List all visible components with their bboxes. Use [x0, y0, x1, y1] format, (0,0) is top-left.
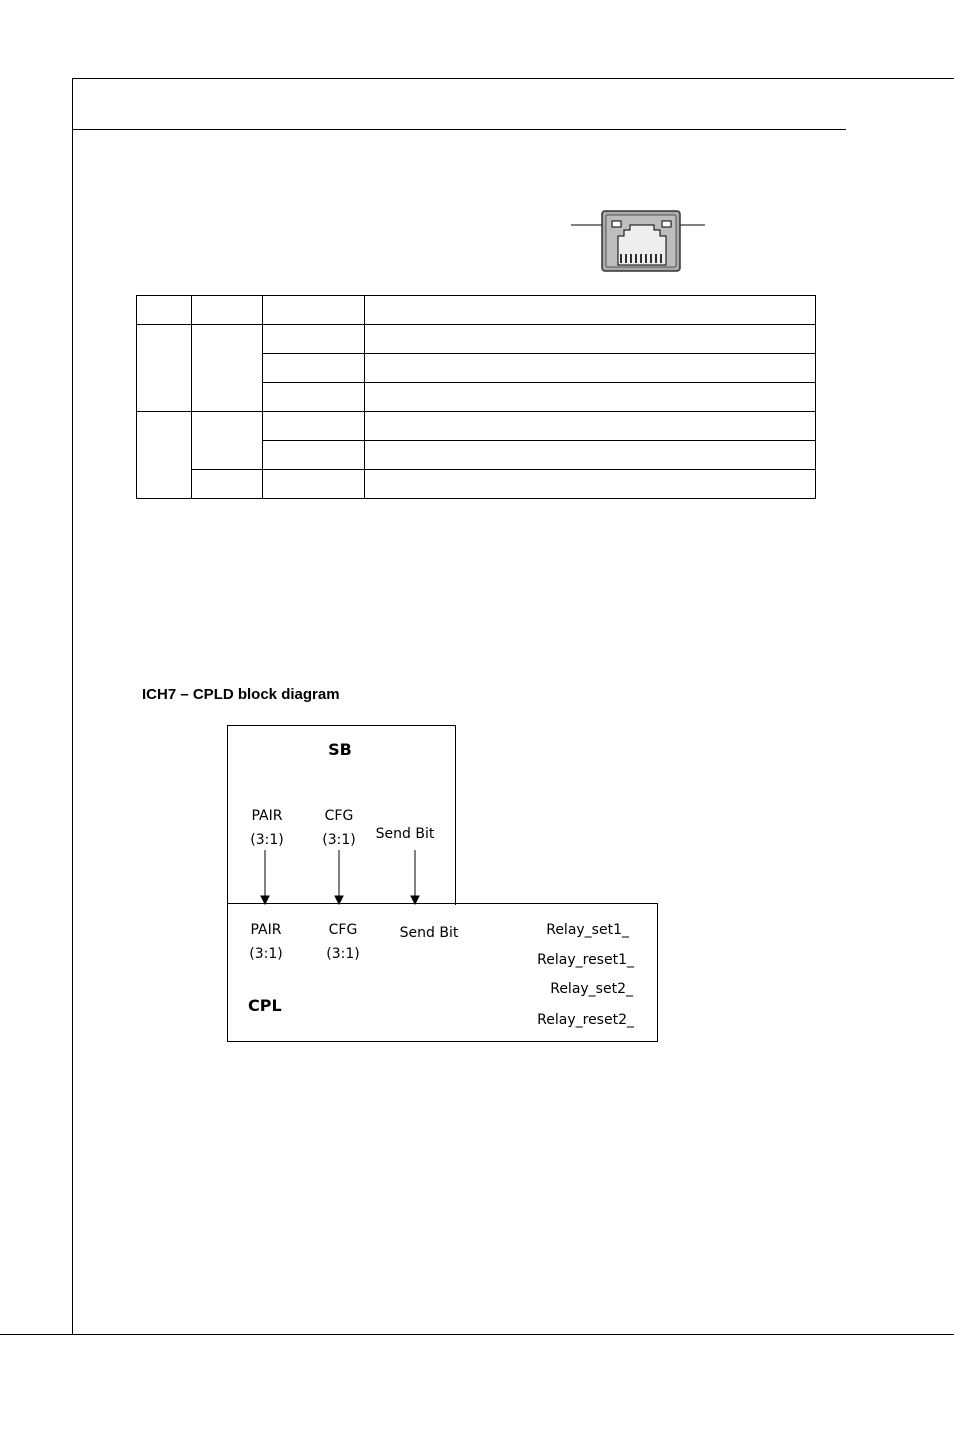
footer-rule [0, 1334, 954, 1335]
table-cell [192, 325, 263, 412]
header-bottom-rule [72, 129, 846, 130]
table-cell [192, 412, 263, 470]
sb-label: SB [328, 740, 352, 759]
cpl-send-bit-label: Send Bit [399, 925, 459, 941]
led-status-table [136, 295, 816, 499]
table-cell [365, 470, 816, 499]
table-cell [263, 441, 365, 470]
cpl-cfg-range: (3:1) [326, 946, 360, 962]
sb-cfg-label: CFG [324, 808, 354, 824]
lan-jack-icon [568, 208, 708, 274]
diagram-title: ICH7 – CPLD block diagram [142, 686, 340, 703]
table-cell [263, 470, 365, 499]
table-cell [263, 354, 365, 383]
table-cell [137, 325, 192, 412]
left-margin-rule [72, 78, 73, 1335]
table-cell [192, 470, 263, 499]
table-row [137, 325, 816, 354]
signal-arrows [227, 850, 458, 906]
table-cell [365, 325, 816, 354]
sb-pair-label: PAIR [251, 808, 283, 824]
header-top-rule [72, 78, 954, 79]
table-row [137, 470, 816, 499]
cpl-cfg-label: CFG [328, 922, 358, 938]
table-cell [263, 325, 365, 354]
cpl-label: CPL [248, 996, 282, 1015]
cpl-pair-label: PAIR [250, 922, 282, 938]
relay-reset1-output: Relay_reset1_ [537, 952, 634, 968]
sb-pair-range: (3:1) [250, 832, 284, 848]
relay-reset2-output: Relay_reset2_ [537, 1012, 634, 1028]
table-row [137, 296, 816, 325]
table-cell [365, 296, 816, 325]
table-cell [365, 354, 816, 383]
table-cell [263, 383, 365, 412]
table-cell [365, 383, 816, 412]
sb-send-bit-label: Send Bit [375, 826, 435, 842]
table-cell [137, 412, 192, 499]
table-cell [263, 412, 365, 441]
table-cell [365, 441, 816, 470]
sb-cfg-range: (3:1) [322, 832, 356, 848]
table-cell [263, 296, 365, 325]
table-cell [137, 296, 192, 325]
cpl-pair-range: (3:1) [249, 946, 283, 962]
table-cell [365, 412, 816, 441]
relay-set2-output: Relay_set2_ [550, 981, 633, 997]
relay-set1-output: Relay_set1_ [546, 922, 629, 938]
table-cell [192, 296, 263, 325]
table-row [137, 412, 816, 441]
